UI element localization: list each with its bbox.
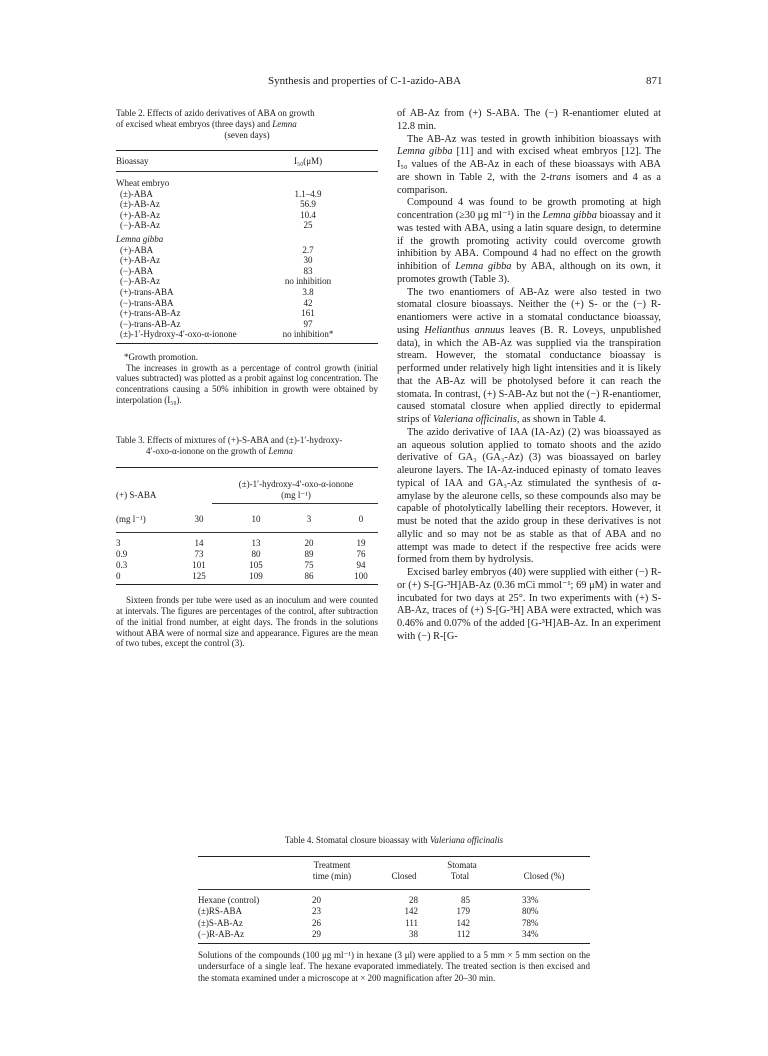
table2-row-value: 83 bbox=[303, 265, 313, 276]
table2-lemna-rows bbox=[116, 245, 378, 340]
table2-row-value: 3.8 bbox=[302, 286, 314, 297]
table4-row-name: (±)RS-ABA bbox=[198, 906, 242, 917]
paragraph-2: The AB-Az was tested in growth inhibition bioassays with Lemna gibba [11] and with excised wheat embryos [12]. The I₅₀ values of the AB-Az in each of these bioassays with ABA are shown in Table 2, with the 2-trans isomers and 4 as a comparison. bbox=[397, 133, 661, 196]
table4-row-name: (±)S-AB-Az bbox=[198, 917, 243, 928]
table2-row-name: (+)-AB-Az bbox=[120, 209, 161, 220]
table3-caption-line2: 4′-oxo-α-ionone on the growth of bbox=[146, 446, 269, 457]
paragraph-3: Compound 4 was found to be growth promoting at high concentration (≥30 μg ml⁻¹) in the Lemna gibba bioassay and it was tested with ABA, using a latin square design, to determine if the growth promoting activity could overcome growth inhibition by ABA. Compound 4 had no effect on the growth inhibition of Lemna gibba by ABA, although on its own, it promotes growth (Table 3). bbox=[397, 197, 662, 285]
table2-bottom-rule bbox=[116, 343, 378, 344]
table3-cell: 76 bbox=[356, 549, 366, 560]
table4-rows bbox=[198, 895, 590, 941]
table2-row-value: 161 bbox=[301, 308, 315, 319]
table4-col-treatment-time: time (min) bbox=[312, 871, 352, 881]
table-row bbox=[198, 918, 590, 929]
table4-row-closed: 28 bbox=[409, 895, 418, 905]
table4-row-closed: 111 bbox=[405, 917, 418, 928]
table2-row-name: (−)-trans-ABA bbox=[120, 297, 174, 308]
left-column bbox=[116, 108, 378, 649]
table3-cell: 73 bbox=[194, 549, 204, 560]
table3-span-unit: (mg l⁻¹) bbox=[281, 490, 311, 501]
table2-row-name: (±)-ABA bbox=[120, 188, 153, 199]
table4-row-time: 20 bbox=[312, 895, 321, 905]
table-row bbox=[116, 329, 378, 340]
table3-header bbox=[116, 468, 378, 514]
table-row bbox=[116, 266, 378, 277]
table-row bbox=[116, 220, 378, 231]
table4-row-closed: 142 bbox=[404, 906, 418, 917]
table4-row-total: 85 bbox=[461, 895, 470, 905]
table4 bbox=[198, 835, 590, 984]
table4-row-pct: 34% bbox=[522, 929, 539, 940]
paragraph-4: The two enantiomers of AB-Az were also tested in two stomatal closure bioassays. Neither the (+) S- or the (−) R-enantiomers were active in a stomatal conductance bioassay, using Helianthus annuus leaves (B. R. Loveys, unpublished data), in which the AB-Az was supplied via the transpiration stream. However, the stomatal conductance bioassay is performed under relatively high light intensities and it is likely that the AB-Az will be photolysed before it can reach the stomata. In contrast, (+) S-AB-Az but not the (−) R-enantiomer, caused stomatal closure when applied directly to epidermal strips of Valeriana officinalis, as shown in Table 4. bbox=[397, 286, 662, 425]
table4-row-time: 23 bbox=[312, 906, 321, 917]
table3-col-2: 3 bbox=[306, 514, 312, 525]
table2-row-name: (−)-trans-AB-Az bbox=[120, 318, 181, 329]
table2-caption-line1: Table 2. Effects of azido derivatives of ABA on growth bbox=[116, 108, 315, 118]
table3-row-unit: (mg l⁻¹) bbox=[116, 514, 146, 525]
table-row bbox=[116, 538, 378, 549]
table3-cell: 80 bbox=[251, 549, 261, 560]
table2-row-value: 1.1–4.9 bbox=[294, 188, 322, 199]
table3-caption-line1: Table 3. Effects of mixtures of (+)-S-ABA and (±)-1′-hydroxy- bbox=[116, 435, 343, 446]
table3-caption-italic: Lemna bbox=[268, 446, 293, 457]
table2-row-name: (+)-AB-Az bbox=[120, 255, 161, 266]
table4-row-total: 179 bbox=[456, 906, 470, 917]
table2-footnote: The increases in growth as a percentage of control growth (initial values subtracted) was plotted as a probit against log concentration. The concentrations causing a 50% inhibition in growth were obtained by interpolation (I₅₀). bbox=[116, 362, 378, 405]
table2-col-bioassay: Bioassay bbox=[116, 156, 149, 166]
table3-row-label: 0 bbox=[116, 571, 121, 582]
table3-col-0: 30 bbox=[194, 514, 204, 525]
table2-footnote-star: *Growth promotion. bbox=[124, 351, 198, 362]
table-row bbox=[116, 245, 378, 256]
table3-cell: 100 bbox=[354, 571, 368, 582]
table2-row-name: (±)-1′-Hydroxy-4′-oxo-α-ionone bbox=[120, 329, 237, 340]
table-row bbox=[116, 549, 378, 560]
table3-row-label: 3 bbox=[116, 538, 121, 549]
table2-row-value: 30 bbox=[303, 255, 313, 266]
table-row bbox=[116, 571, 378, 582]
table2-group-lemna: Lemna gibba bbox=[116, 233, 164, 244]
table3-cell: 19 bbox=[356, 538, 366, 549]
table2-row-value: no inhibition* bbox=[282, 329, 334, 340]
table2-row-value: 97 bbox=[303, 318, 313, 329]
table3-row-label: 0.3 bbox=[116, 560, 128, 571]
paragraph-1: of AB-Az from (+) S-ABA. The (−) R-enantiomer eluted at 12.8 min. bbox=[397, 108, 661, 132]
table3-rows bbox=[116, 538, 378, 582]
table4-col-stomata: Stomata bbox=[447, 860, 477, 870]
table2-row-name: (+)-trans-ABA bbox=[120, 286, 174, 297]
table4-header bbox=[198, 857, 590, 889]
table-row bbox=[116, 189, 378, 200]
table3-cell: 86 bbox=[304, 571, 314, 582]
table4-row-total: 142 bbox=[456, 917, 470, 928]
running-title: Synthesis and properties of C-1-azido-ABA bbox=[268, 75, 462, 87]
table-row bbox=[116, 210, 378, 221]
table2-row-name: (±)-AB-Az bbox=[120, 199, 160, 210]
paragraph-6: Excised barley embryos (40) were supplied with either (−) R- or (+) S-[G-³H]AB-Az (0.36 mCi mmol⁻¹; 69 μM) in water and incubated for two days at 25°. In two experiments with (+) S-AB-Az, traces of (+) S-[G-³H] ABA were extracted, which was 0.46% and 0.07% of the added [G-³H]AB-Az. In an experiment with (−) R-[G- bbox=[397, 567, 661, 642]
table3-cell: 89 bbox=[304, 549, 314, 560]
table2-caption-italic: Lemna bbox=[272, 119, 297, 129]
table4-row-pct: 33% bbox=[522, 895, 539, 905]
table4-note: Solutions of the compounds (100 μg ml⁻¹) in hexane (3 μl) were applied to a 5 mm × 5 mm section on the undersurface of a single leaf. The hexane evaporated immediately. The treated section is then excised and the stomata examined under a microscope at × 200 magnification after 20–30 min. bbox=[198, 949, 590, 983]
right-column bbox=[397, 108, 661, 644]
table3-cell: 14 bbox=[194, 538, 204, 549]
table2-caption bbox=[116, 108, 378, 141]
table2-caption-line3: (seven days) bbox=[224, 130, 270, 140]
table4-col-closed: Closed bbox=[391, 871, 417, 881]
table4-row-pct: 80% bbox=[522, 906, 539, 917]
table2-row-value: 25 bbox=[303, 220, 313, 231]
table4-row-time: 26 bbox=[312, 917, 321, 928]
table2-row-name: (−)-AB-Az bbox=[120, 220, 161, 231]
table3-bottom-rule bbox=[116, 584, 378, 585]
table3-cell: 125 bbox=[192, 571, 206, 582]
table-row bbox=[116, 298, 378, 309]
table4-row-name: (−)R-AB-Az bbox=[198, 929, 245, 940]
table-row bbox=[116, 308, 378, 319]
table4-row-total: 112 bbox=[456, 929, 470, 940]
table-row bbox=[198, 895, 590, 906]
table2-col-i50: I₅₀(μM) bbox=[294, 156, 323, 166]
table4-row-name: Hexane (control) bbox=[198, 895, 260, 905]
table3-row-header: (+) S-ABA bbox=[116, 490, 157, 501]
table2-row-value: 2.7 bbox=[302, 244, 314, 255]
table2-wheat-rows bbox=[116, 189, 378, 231]
table3-row-label: 0.9 bbox=[116, 549, 128, 560]
table4-bottom-rule bbox=[198, 943, 590, 944]
table3-cell: 13 bbox=[251, 538, 261, 549]
table3-note: Sixteen fronds per tube were used as an inoculum and were counted at intervals. The figures are percentages of the control, after subtraction of the initial frond number, at eight days. The fronds in the solutions without ABA were of normal size and appearance. Figures are the mean of two tubes, except the control (3). bbox=[116, 595, 378, 649]
table3-col-1: 10 bbox=[251, 514, 261, 525]
table-row bbox=[116, 319, 378, 330]
table4-row-time: 29 bbox=[312, 929, 321, 940]
table-row bbox=[116, 199, 378, 210]
table3-cell: 105 bbox=[249, 560, 263, 571]
table3-span-rule bbox=[212, 503, 378, 504]
table4-col-closed-pct: Closed (%) bbox=[523, 871, 565, 881]
table2-row-name: (+)-ABA bbox=[120, 244, 154, 255]
table2-row-name: (+)-trans-AB-Az bbox=[120, 308, 181, 319]
table-row bbox=[116, 287, 378, 298]
table2-row-value: 56.9 bbox=[300, 199, 316, 210]
table3-cell: 94 bbox=[356, 560, 366, 571]
page-number: 871 bbox=[646, 75, 663, 87]
table3-span-header: (±)-1′-hydroxy-4′-oxo-α-ionone bbox=[238, 479, 354, 490]
table2-row-name: (−)-ABA bbox=[120, 265, 154, 276]
table3-cell: 20 bbox=[304, 538, 314, 549]
table3-cell: 109 bbox=[249, 571, 263, 582]
table2-row-name: (−)-AB-Az bbox=[120, 276, 161, 287]
table4-col-total: Total bbox=[450, 871, 470, 881]
table2-group-wheat: Wheat embryo bbox=[116, 178, 170, 188]
table-row bbox=[116, 276, 378, 287]
table-row bbox=[198, 906, 590, 917]
table3-cell: 75 bbox=[304, 560, 314, 571]
paragraph-5: The azido derivative of IAA (IA-Az) (2) was bioassayed as an aqueous solution applied to tomato shoots and the azido derivative of GA₃ (GA₃-Az) (3) was bioassayed on barley aleurone layers. The IA-Az-induced epinasty of tomato leaves typical of IAA and GA₃-Az stimulated the synthesis of α-amylase by the aleurone cells, so these compounds also may be capable of photolytically labelling their receptors. However, it must be noted that the azido group in these derivatives is not allylic and so may not be as stable as that of ABA and no attempt was made to detect if the respective free acids were formed from them by hydrolysis. bbox=[397, 426, 661, 566]
table3-caption bbox=[116, 435, 378, 457]
table2-row-value: no inhibition bbox=[284, 276, 332, 287]
table4-caption: Table 4. Stomatal closure bioassay with Valeriana officinalis bbox=[284, 835, 504, 845]
table4-row-pct: 78% bbox=[522, 917, 539, 928]
table2-caption-line2: of excised wheat embryos (three days) and bbox=[116, 119, 273, 129]
table-row bbox=[116, 560, 378, 571]
table2-row-value: 42 bbox=[303, 297, 313, 308]
table3-subheader bbox=[116, 514, 378, 528]
table2-header bbox=[116, 151, 378, 171]
table-row bbox=[116, 255, 378, 266]
table3-col-3: 0 bbox=[358, 514, 364, 525]
table2-row-value: 10.4 bbox=[300, 209, 316, 220]
table3-cell: 101 bbox=[192, 560, 206, 571]
table4-row-closed: 38 bbox=[409, 929, 418, 940]
table-row bbox=[198, 929, 590, 940]
table4-col-treatment: Treatment bbox=[313, 860, 351, 870]
